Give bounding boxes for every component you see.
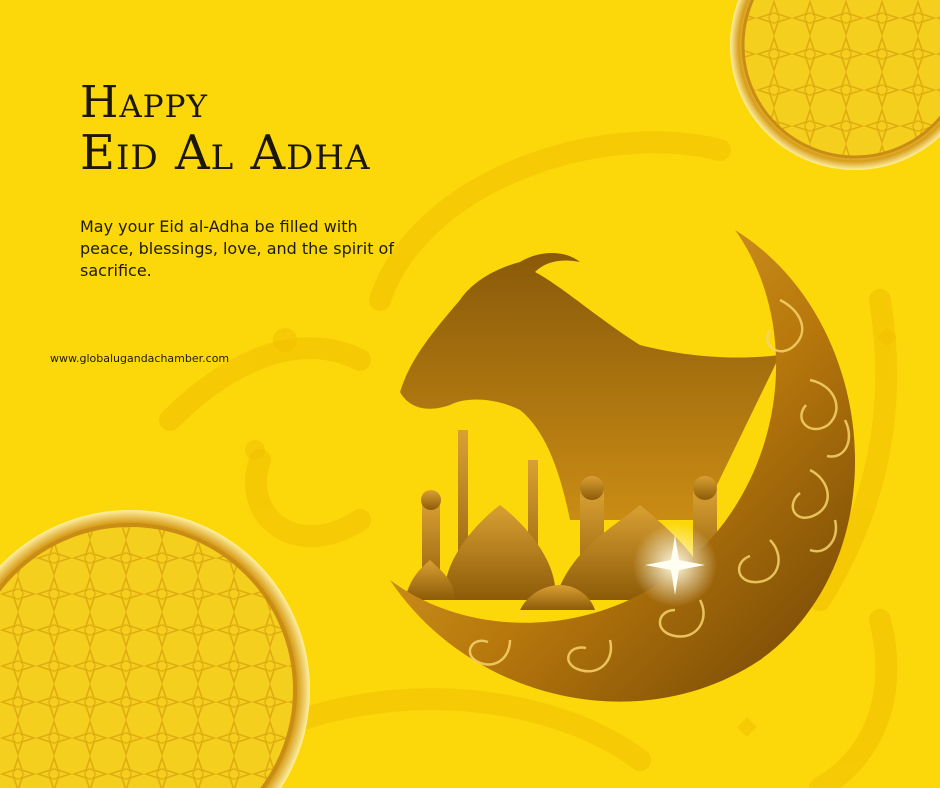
page-title xyxy=(80,78,371,181)
website-link[interactable]: www.globalugandachamber.com xyxy=(50,352,230,365)
title-happy: Happy xyxy=(80,77,208,128)
title-eid-al-adha: Eid Al Adha xyxy=(80,125,371,182)
greeting-message: May your Eid al-Adha be filled with peace, blessings, love, and the spirit of sacrifice. xyxy=(80,217,394,280)
